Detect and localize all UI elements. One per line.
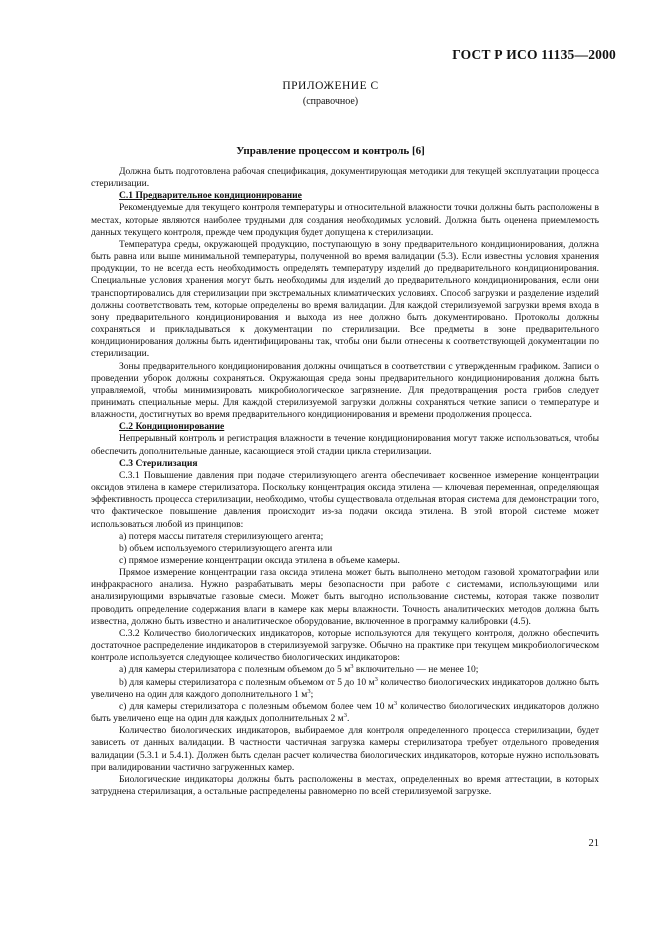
paragraph: Непрерывный контроль и регистрация влажности в течение кондиционирования могут также использоваться, чтобы обеспечить дополнительные данные, касающиеся этой стадии цикла стерилизации.	[91, 433, 599, 457]
paragraph: Количество биологических индикаторов, выбираемое для контроля определенного процесса стерилизации, будет зависеть от данных валидации. В частности частичная загрузка камеры стерилизатора требует отдельного проведения валидации (5.3.1 и 5.4.1). Должен быть сделан расчет количества биологических индикаторов, которые нужно использовать при валидировании частично загруженных камер.	[91, 725, 599, 773]
document-header: ГОСТ Р ИСО 11135—2000	[452, 47, 616, 62]
paragraph: С.3.1 Повышение давления при подаче стерилизующего агента обеспечивает косвенное измерение концентрации оксидов этилена в камере стерилизатора. Поскольку концентрация оксида этилена — ключевая переменная, определяющая эффективность процесса стерилизации, необходимо, чтобы существовала отдельная вторая система для демонстрации того, что фактическое повышение давления происходит из-за подачи оксида этилена. В этой второй системе может использоваться любой из принципов:	[91, 469, 599, 530]
list-item: а) потеря массы питателя стерилизующего агента;	[119, 530, 324, 542]
intro-paragraph: Должна быть подготовлена рабочая спецификация, документирующая методики для текущей эксплуатации процесса стерилизации.	[91, 166, 599, 190]
paragraph: Зоны предварительного кондиционирования должны очищаться в соответствии с утвержденным графиком. Записи о проведении уборок должны сохраняться. Окружающая среда зоны предварительного кондиционирования должна быть управляемой, чтобы минимизировать микробиологическое загрязнение. Для предотвращения роста грибов следует принимать специальные меры. Для каждой стерилизуемой загрузки должны сохраняться четкие записи о температуре и влажности, достигнутых во время предварительного кондиционирования и времени продолжения процесса.	[91, 360, 599, 421]
paragraph: Биологические индикаторы должны быть расположены в местах, определенных во время аттестации, в которых затруднена стерилизация, а остальные распределены равномерно по всей стерилизуемой загрузке.	[91, 773, 599, 797]
paragraph: Температура среды, окружающей продукцию, поступающую в зону предварительного кондиционирования, должна быть равна или выше минимальной температуры, полученной во время валидации (5.3). Если известны условия хранения продукции, то не всегда есть необходимость определять температуру изделий до предварительного кондиционирования. Специальные условия хранения могут быть необходимы для изделий до предварительного кондиционирования, если они транспортировались для стерилизации при экстремальных климатических условиях. Способ загрузки и разделение изделий должны соответствовать тем, которые определены во время валидации. Для каждой стерилизуемой загрузки время входа в зону предварительного кондиционирования и выхода из нее должно быть документировано. Протоколы должны сохраняться и прикладываться к документации по стерилизации. Все предметы в зоне предварительного кондиционирования должны быть идентифицированы так, чтобы они были отнесены к соответствующей документации по стерилизации.	[91, 238, 599, 360]
appendix-title: ПРИЛОЖЕНИЕ С	[282, 80, 379, 92]
list-item: b) для камеры стерилизатора с полезным объемом от 5 до 10 $м^3$ количество биологических индикаторов должно быть увеличено на один для каждого дополнительного 1 $м^3$;	[91, 675, 600, 700]
list-item: с) прямое измерение концентрации оксида этилена в объеме камеры.	[119, 555, 400, 566]
section-title: Управление процессом и контроль [6]	[236, 145, 425, 157]
heading-c2: С.2 Кондиционирование	[119, 421, 225, 433]
list-item: с) для камеры стерилизатора с полезным объемом более чем 10 $м^3$ количество биологических индикаторов должно быть увеличено еще на один для каждых дополнительных 2 $м^3$.	[91, 699, 599, 725]
appendix-subtitle: (справочное)	[302, 96, 359, 107]
heading-c1: С.1 Предварительное кондиционирование	[119, 190, 302, 202]
heading-c3: С.3 Стерилизация	[119, 457, 198, 469]
paragraph: С.3.2 Количество биологических индикаторов, которые используются для текущего контроля, должно обеспечить достаточное распределение индикаторов в стерилизуемой загрузке. Обычно на практике при текущем микробиологическом контроле используется следующее количество биологических индикаторов:	[91, 627, 599, 664]
document-body	[91, 166, 599, 798]
paragraph: Прямое измерение концентрации газа оксида этилена может быть выполнено методом газовой хроматографии или инфракрасного анализа. Нужно разрабатывать меры безопасности при работе с системами, использующими или анализирующими взрывчатые газовые смеси. Может быть выгодно использование системы, которая также позволит проводить определение содержания влаги в камере как меры влажности. Точность аналитических методов должна быть известна, должно быть известно и аналитическое оборудование, включенное в программу калибровки (4.5).	[91, 567, 599, 627]
list-item: b) объем используемого стерилизующего агента или	[119, 542, 333, 554]
list-item: а) для камеры стерилизатора с полезным объемом до 5 $м^3$ включительно — не менее 10;	[119, 663, 479, 676]
page-number: 21	[588, 838, 599, 849]
paragraph: Рекомендуемые для текущего контроля температуры и относительной влажности точки должны быть расположены в местах, которые являются наиболее трудными для создания необходимых условий. Должна быть оценена приемлемость данных текущего контроля, прежде чем продукция будет допущена к стерилизации.	[91, 202, 599, 238]
